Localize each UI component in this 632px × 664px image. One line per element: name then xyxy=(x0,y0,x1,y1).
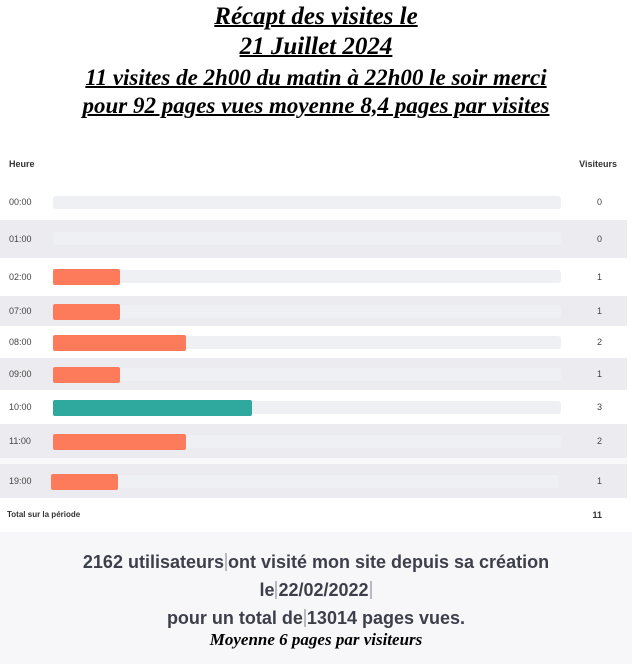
row-visitor-count: 1 xyxy=(596,369,602,379)
total-label: Total sur la période xyxy=(7,510,81,519)
row-hour: 08:00 xyxy=(9,337,32,347)
bar-track xyxy=(53,270,561,283)
average-line: Moyenne 6 pages par visiteurs xyxy=(209,630,423,649)
row-visitor-count: 2 xyxy=(596,436,602,446)
since-date: 22/02/2022 xyxy=(278,580,369,600)
since-line xyxy=(0,580,632,601)
row-visitor-count: 2 xyxy=(596,337,602,347)
row-hour: 09:00 xyxy=(9,369,32,379)
row-hour: 10:00 xyxy=(9,402,32,412)
pages-suffix: pages vues. xyxy=(362,608,466,628)
visits-by-hour-table xyxy=(0,146,627,532)
table-row xyxy=(0,258,627,296)
row-visitor-count: 1 xyxy=(596,272,602,282)
column-header-hour: Heure xyxy=(9,159,35,169)
table-row xyxy=(0,220,627,258)
row-visitor-count: 3 xyxy=(596,402,602,412)
visitor-bar xyxy=(51,474,118,490)
visitor-bar xyxy=(53,367,120,383)
visitor-bar xyxy=(53,434,186,450)
table-header-row xyxy=(0,146,627,186)
recap-summary-line1: 11 visites de 2h00 du matin à 22h00 le soir merci xyxy=(85,65,547,90)
visitor-bar xyxy=(53,400,252,416)
bar-track xyxy=(51,475,559,488)
users-text: ont visité mon site depuis sa création xyxy=(227,552,550,572)
column-header-visitors: Visiteurs xyxy=(579,159,617,169)
text-cursor-mark xyxy=(304,609,306,627)
bar-track xyxy=(53,305,561,318)
text-cursor-mark xyxy=(370,581,372,599)
row-hour: 07:00 xyxy=(9,306,32,316)
table-row xyxy=(0,390,627,424)
bar-track xyxy=(53,401,561,414)
row-visitor-count: 1 xyxy=(596,476,602,486)
users-line xyxy=(0,552,632,573)
table-row xyxy=(0,326,627,358)
row-hour: 02:00 xyxy=(9,272,32,282)
total-value: 11 xyxy=(592,510,602,520)
recap-title-date: 21 Juillet 2024 xyxy=(239,33,393,60)
recap-header xyxy=(0,0,632,146)
row-hour: 00:00 xyxy=(9,197,32,207)
site-stats-footer xyxy=(0,532,632,664)
bar-track xyxy=(53,196,561,209)
table-row xyxy=(0,296,627,326)
total-prefix: pour un total de xyxy=(166,608,303,628)
visitor-bar xyxy=(53,269,120,285)
table-row xyxy=(0,424,627,458)
pages-count: 13014 xyxy=(306,608,357,628)
row-hour: 19:00 xyxy=(9,476,32,486)
bar-track xyxy=(53,232,561,245)
table-total-row xyxy=(0,498,627,532)
row-hour: 11:00 xyxy=(9,436,31,446)
pages-line xyxy=(0,608,632,629)
row-visitor-count: 1 xyxy=(596,306,602,316)
visitor-bar xyxy=(53,335,186,351)
since-label: le xyxy=(259,580,275,600)
table-row xyxy=(0,464,627,498)
text-cursor-mark xyxy=(225,553,227,571)
row-hour: 01:00 xyxy=(9,234,32,244)
recap-title-line1: Récapt des visites le xyxy=(214,3,418,30)
bar-track xyxy=(53,336,561,349)
visitor-bar xyxy=(53,304,120,320)
row-visitor-count: 0 xyxy=(596,197,602,207)
bar-track xyxy=(53,435,561,448)
table-row xyxy=(0,358,627,390)
row-visitor-count: 0 xyxy=(596,234,602,244)
table-row xyxy=(0,186,627,220)
users-count: 2162 utilisateurs xyxy=(82,552,224,572)
recap-summary-line2: pour 92 pages vues moyenne 8,4 pages par visites xyxy=(82,93,550,118)
bar-track xyxy=(53,368,561,381)
